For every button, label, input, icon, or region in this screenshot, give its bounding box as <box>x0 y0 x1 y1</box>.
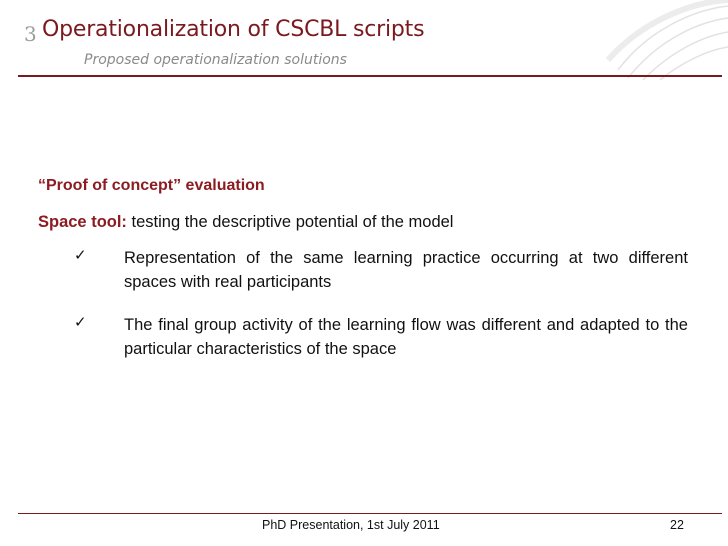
intro-paragraph <box>38 213 453 232</box>
slide-title: Operationalization of CSCBL scripts <box>42 17 425 42</box>
slide-subtitle: Proposed operationalization solutions <box>84 52 347 68</box>
paragraph-text: testing the descriptive potential of the model <box>126 213 454 231</box>
section-heading: “Proof of concept” evaluation <box>38 177 265 194</box>
footer-divider <box>18 513 722 514</box>
checkmark-icon: ✓ <box>74 313 87 331</box>
header-divider <box>18 75 722 77</box>
bullet-text: The final group activity of the learning flow was different and adapted to the particular characteristics of the space <box>124 316 688 358</box>
footer-text: PhD Presentation, 1st July 2011 <box>262 518 440 532</box>
decorative-swirl-icon <box>598 0 728 80</box>
checkmark-icon: ✓ <box>74 246 87 264</box>
section-number: 3 <box>24 22 37 46</box>
paragraph-key: Space tool: <box>38 213 127 231</box>
page-number: 22 <box>670 518 684 532</box>
bullet-text: Representation of the same learning practice occurring at two different spaces with real participants <box>124 249 688 291</box>
